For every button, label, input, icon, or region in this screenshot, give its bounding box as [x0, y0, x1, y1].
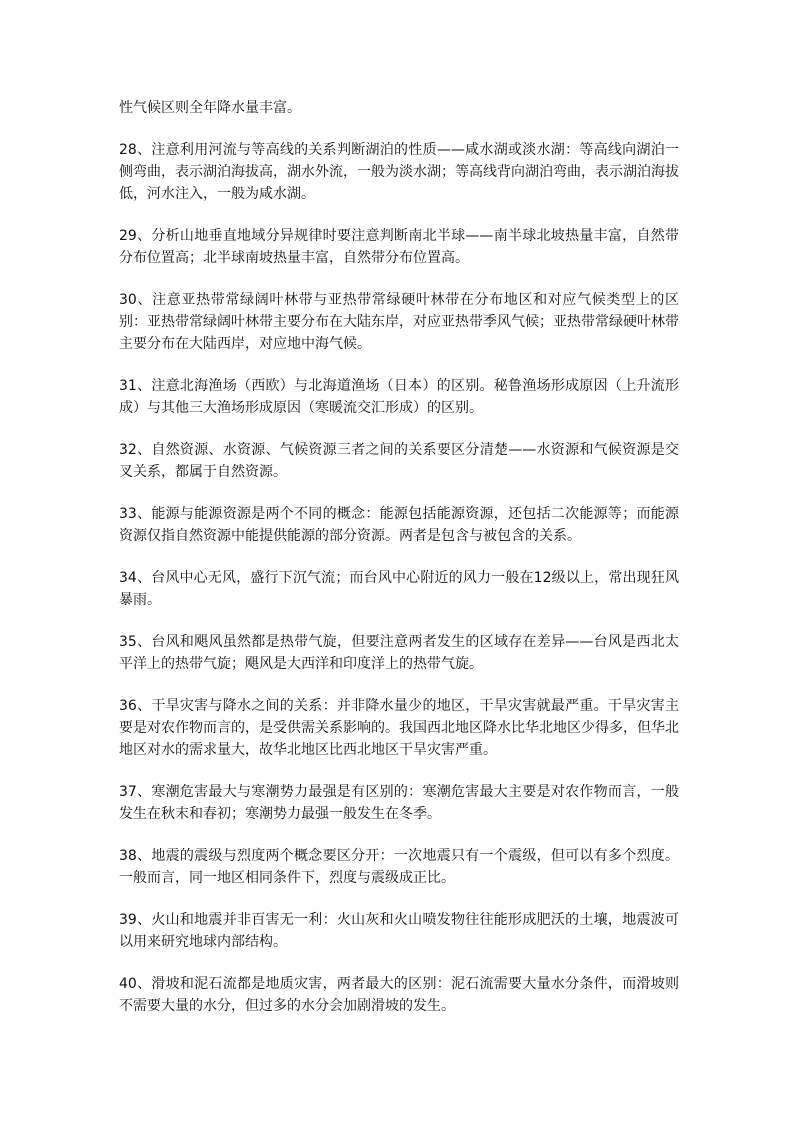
paragraph-34: 34、台风中心无风，盛行下沉气流；而台风中心附近的风力一般在12级以上，常出现狂风暴雨。 — [119, 570, 679, 608]
paragraph-31: 31、注意北海渔场（西欧）与北海道渔场（日本）的区别。秘鲁渔场形成原因（上升流形成）与其他三大渔场形成原因（寒暖流交汇形成）的区别。 — [119, 378, 679, 416]
paragraph-32: 32、自然资源、水资源、气候资源三者之间的关系要区分清楚——水资源和气候资源是交叉关系，都属于自然资源。 — [119, 442, 679, 480]
paragraph-39: 39、火山和地震并非百害无一利：火山灰和火山喷发物往往能形成肥沃的土壤，地震波可以用来研究地球内部结构。 — [119, 912, 679, 950]
paragraph-33: 33、能源与能源资源是两个不同的概念：能源包括能源资源，还包括二次能源等；而能源资源仅指自然资源中能提供能源的部分资源。两者是包含与被包含的关系。 — [119, 506, 679, 544]
paragraph-35: 35、台风和飓风虽然都是热带气旋，但要注意两者发生的区域存在差异——台风是西北太平洋上的热带气旋；飓风是大西洋和印度洋上的热带气旋。 — [119, 634, 679, 672]
paragraph-40: 40、滑坡和泥石流都是地质灾害，两者最大的区别：泥石流需要大量水分条件，而滑坡则不需要大量的水分，但过多的水分会加剧滑坡的发生。 — [119, 976, 679, 1014]
paragraph-continuation: 性气候区则全年降水量丰富。 — [119, 100, 301, 116]
paragraph-36: 36、干旱灾害与降水之间的关系：并非降水量少的地区，干旱灾害就最严重。干旱灾害主要是对农作物而言的，是受供需关系影响的。我国西北地区降水比华北地区少得多，但华北地区对水的需求量大，故华北地区比西北地区干旱灾害严重。 — [119, 698, 679, 758]
paragraph-38: 38、地震的震级与烈度两个概念要区分开：一次地震只有一个震级，但可以有多个烈度。一般而言，同一地区相同条件下，烈度与震级成正比。 — [119, 848, 679, 886]
paragraph-37: 37、寒潮危害最大与寒潮势力最强是有区别的：寒潮危害最大主要是对农作物而言，一般发生在秋末和春初；寒潮势力最强一般发生在冬季。 — [119, 784, 679, 822]
paragraph-28: 28、注意利用河流与等高线的关系判断湖泊的性质——咸水湖或淡水湖：等高线向湖泊一侧弯曲，表示湖泊海拔高，湖水外流，一般为淡水湖；等高线背向湖泊弯曲，表示湖泊海拔低，河水注入，一般为咸水湖。 — [119, 142, 679, 202]
paragraph-29: 29、分析山地垂直地域分异规律时要注意判断南北半球——南半球北坡热量丰富，自然带分布位置高；北半球南坡热量丰富，自然带分布位置高。 — [119, 228, 679, 266]
paragraph-30: 30、注意亚热带常绿阔叶林带与亚热带常绿硬叶林带在分布地区和对应气候类型上的区别：亚热带常绿阔叶林带主要分布在大陆东岸，对应亚热带季风气候；亚热带常绿硬叶林带主要分布在大陆西岸，对应地中海气候。 — [119, 292, 679, 352]
document-body — [119, 97, 679, 1037]
